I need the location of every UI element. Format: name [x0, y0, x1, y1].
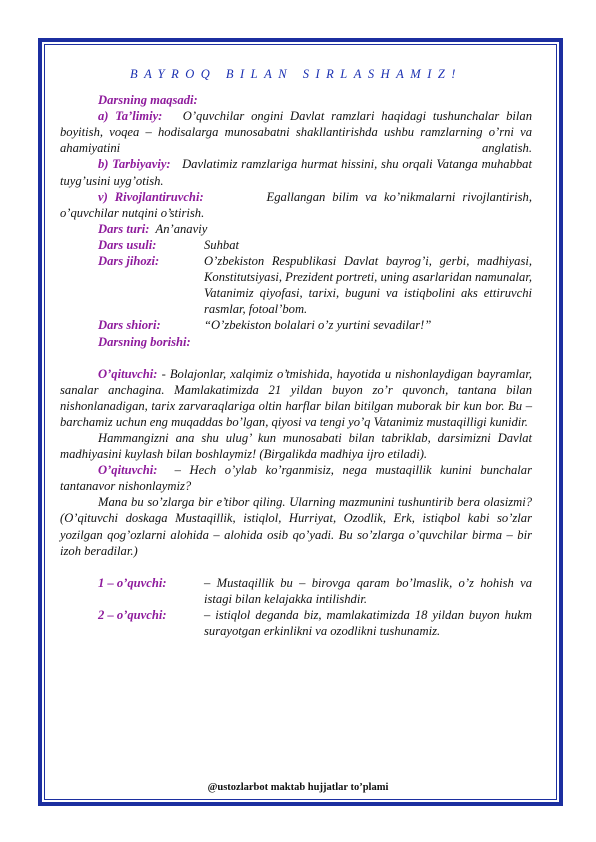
page-title: BAYROQ BILAN SIRLASHAMIZ! — [130, 67, 462, 81]
process-heading: Darsning borishi: — [98, 334, 191, 349]
lesson-type — [60, 221, 532, 237]
goal-heading: Darsning maqsadi: — [98, 93, 198, 108]
goal-label: b) Tarbiyaviy: — [98, 157, 171, 172]
teacher-label: O’qituvchi: — [98, 463, 158, 478]
teacher-speech-1 — [60, 366, 532, 430]
info-label: Dars usuli: — [98, 237, 157, 252]
lesson-type-label: Dars turi: — [98, 221, 150, 236]
info-label: Dars jihozi: — [98, 254, 160, 269]
student-label: 1 – o’quvchi: — [98, 575, 167, 590]
speech-text: – Hech o’ylab ko’rganmisiz, nega mustaqillik kunini bunchalar tantanavor nishonlaymiz? — [60, 463, 532, 494]
info-label: Dars shiori: — [98, 318, 161, 333]
student-label: 2 – o’quvchi: — [98, 607, 167, 622]
student-row-1 — [98, 575, 532, 607]
student-row-2 — [98, 607, 532, 639]
goal-upbringing — [60, 156, 532, 188]
info-value: Suhbat — [204, 237, 239, 252]
lesson-type-value: An’anaviy — [155, 221, 208, 236]
info-row-motto — [98, 317, 532, 333]
teacher-speech-3 — [60, 462, 532, 494]
goal-educational — [60, 108, 532, 156]
info-value: “O’zbekiston bolalari o’z yurtini sevadilar!” — [204, 318, 432, 333]
info-row-method — [98, 237, 532, 253]
page-footer: @ustozlarbot maktab hujjatlar to’plami — [207, 782, 389, 793]
goal-label: v) Rivojlantiruvchi: — [98, 189, 204, 204]
goal-label: a) Ta’limiy: — [98, 109, 163, 124]
info-value: O’zbekiston Respublikasi Davlat bayrog’i, gerbi, madhiyasi, Konstitutsiyasi, Prezident portreti, uning asarlaridan namunalar, Vatanimiz qiyofasi, tarixi, buguni va istiqbolini aks ettiruvchi rasmlar, fotoal’bom. — [204, 254, 532, 317]
teacher-label: O’qituvchi: — [98, 366, 158, 381]
speech-text: - Bolajonlar, xalqimiz o’tmishida, hayotida u nishonlaydigan bayramlar, sanalar anchagina. Mamlakatimizda 21 yildan buyon zo’r quvonch, tantana bilan nishonlanadigan, tarix zarvaraqlariga oltin harflar bilan bitilgan muborak bir kun bor. Bu – barchamiz uchun eng muqaddas bo’lgan, qiyosi va tengi yo’q Vatanimiz mustaqilligi kunidir. — [60, 366, 532, 429]
lesson-plan — [60, 66, 532, 639]
goal-text: O’quvchilar ongini Davlat ramzlari haqidagi tushunchalar bilan boyitish, voqea – hodisalarga munosabatni shakllantirishda ushbu ramzlarning o’rni va ahamiyatini anglatish. — [60, 109, 532, 156]
goal-text: Davlatimiz ramzlariga hurmat hissini, shu orqali Vatanga muhabbat tuyg’usini uyg’otish. — [60, 157, 532, 188]
student-answer: – istiqlol deganda biz, mamlakatimizda 18 yildan buyon hukm surayotgan erkinlikni va ozodlikni tushunamiz. — [204, 607, 532, 638]
student-answer: – Mustaqillik bu – birovga qaram bo’lmaslik, o’z hohish va istagi bilan kelajakka intilishdir. — [204, 575, 532, 606]
info-row-equipment — [98, 253, 532, 317]
goal-text: Egallangan bilim va ko’nikmalarni rivojlantirish, o’quvchilar nutqini o’stirish. — [60, 189, 532, 220]
teacher-speech-2: Hammangizni ana shu ulug’ kun munosabati bilan tabriklab, darsimizni Davlat madhiyasini kuylash bilan boshlaymiz! (Birgalikda madhiya ijro etiladi). — [60, 430, 532, 462]
teacher-speech-4: Mana bu so’zlarga bir e’tibor qiling. Ularning mazmunini tushuntirib bera olasizmi? (O’qituvchi doskaga Mustaqillik, istiqlol, Hurriyat, Ozodlik, Erk, istiqbol kabi so’zlar yozilgan qog’ozlarni alohida – alohida osib qo’yadi. Bu so’zlarga o’quvchilar birma – bir izoh beradilar.) — [60, 495, 532, 558]
goal-developing — [60, 189, 532, 221]
